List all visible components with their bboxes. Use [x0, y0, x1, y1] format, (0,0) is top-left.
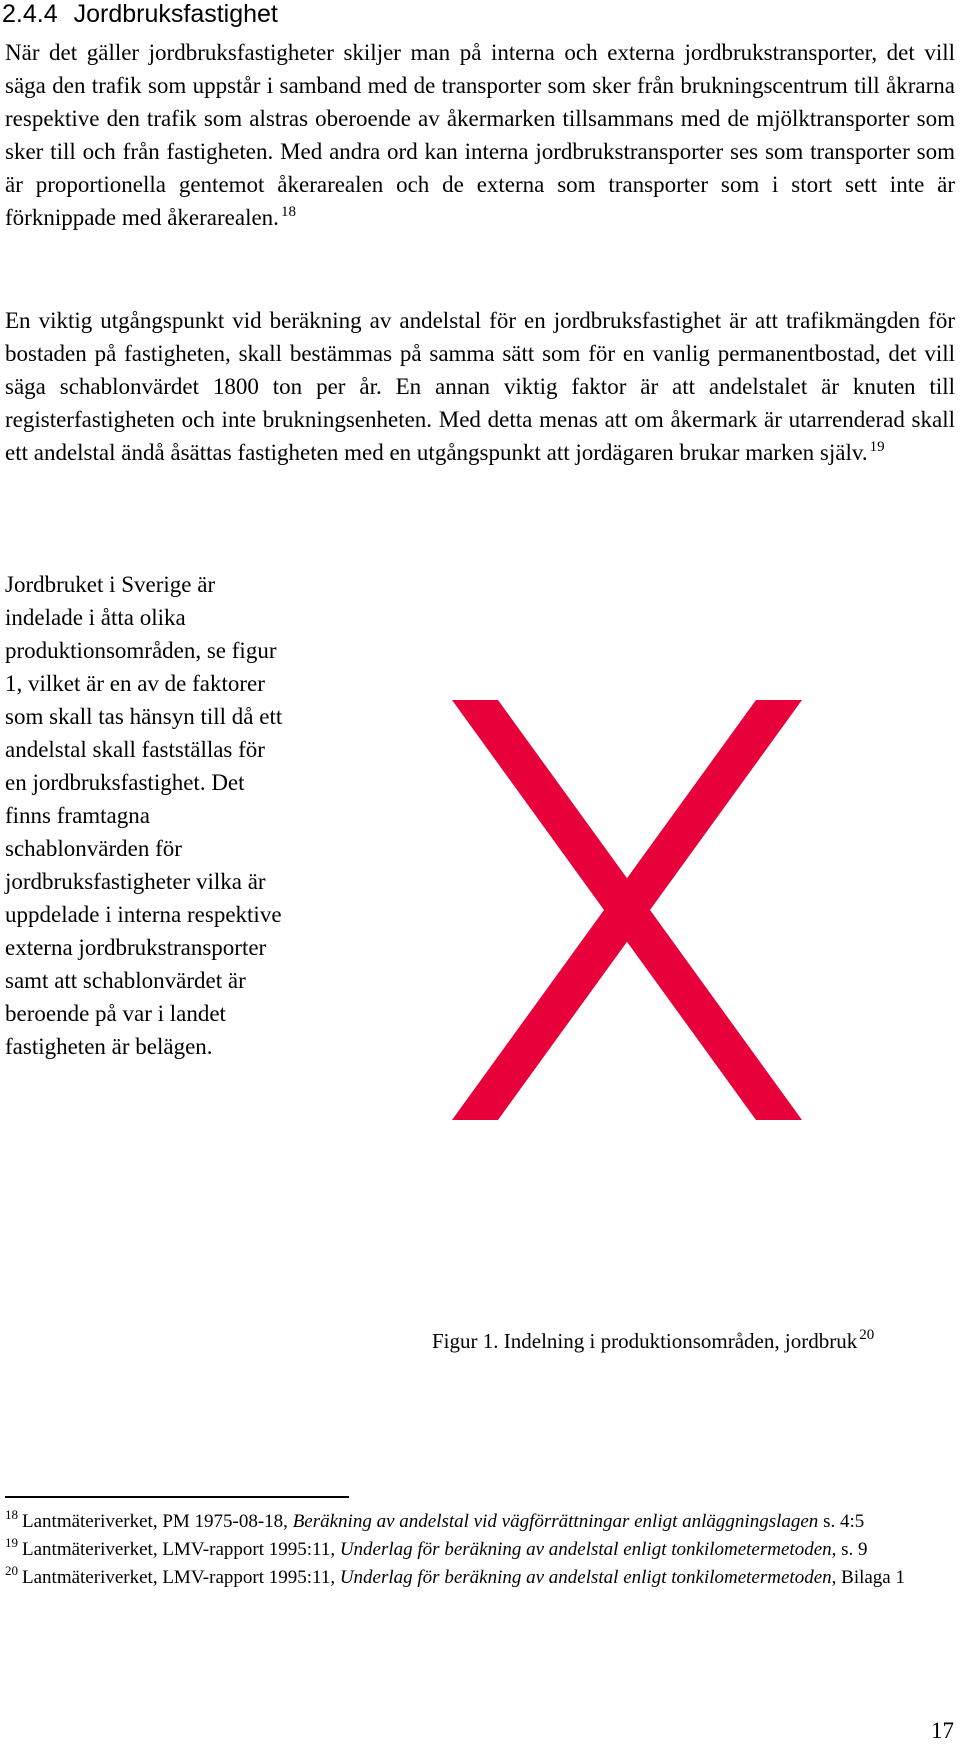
- footnote-ref-19[interactable]: 19: [869, 439, 885, 455]
- paragraph-text: När det gäller jordbruksfastigheter skiljer man på interna och externa jordbrukstransporter, det vill säga den trafik som uppstår i samband med de transporter som sker från brukningscentrum till åkrarna respektive den trafik som alstras oberoende av åkermarken tillsammans med de mjölktransporter som sker till och från fastigheten. Med andra ord kan interna jordbrukstransporter ses som transporter som är proportionella gentemot åkerarealen och de externa som transporter som i stort sett inte är förknippade med åkerarealen.: [5, 40, 955, 230]
- footnote-separator: [5, 1496, 349, 1498]
- footnotes: [5, 1508, 955, 1592]
- footnote-number: 19: [5, 1535, 18, 1550]
- paragraph-production-areas: Jordbruket i Sverige är indelade i åtta olika produktionsområden, se figur 1, vilket är en av de faktorer som skall tas hänsyn till då ett andelstal skall fastställas för en jordbruksfastighet. Det finns framtagna schablonvärden för jordbruksfastigheter vilka är uppdelade i interna respektive externa jordbrukstransporter samt att schablonvärdet är beroende på var i landet fastigheten är belägen.: [5, 572, 283, 1059]
- footnote-page: , Bilaga 1: [831, 1567, 905, 1588]
- section-title: Jordbruksfastighet: [73, 0, 278, 28]
- page-number: 17: [931, 1718, 954, 1743]
- footnote-page: , s. 9: [831, 1539, 868, 1560]
- footnote-title: Beräkning av andelstal vid vägförrättningar enligt anläggningslagen: [292, 1511, 819, 1532]
- footnote-page: s. 4:5: [818, 1511, 865, 1532]
- paragraph-text: En viktig utgångspunkt vid beräkning av andelstal för en jordbruksfastighet är att trafikmängden för bostaden på fastigheten, skall bestämmas på samma sätt som för en vanlig permanentbostad, det vill säga schablonvärdet 1800 ton per år. En annan viktig faktor är att andelstalet är knuten till registerfastigheten och inte brukningsenheten. Med detta menas att om åkermark är utarrenderad skall ett andelstal ändå åsättas fastigheten med en utgångspunkt att jordägaren brukar marken själv.: [5, 308, 955, 465]
- footnote-title: Underlag för beräkning av andelstal enligt tonkilometermetoden: [339, 1567, 832, 1588]
- footnote-source: Lantmäteriverket, LMV-rapport 1995:11,: [22, 1539, 340, 1560]
- footnote-ref-20[interactable]: 20: [859, 1327, 875, 1343]
- footnote-source: Lantmäteriverket, PM 1975-08-18,: [22, 1511, 293, 1532]
- footnote-number: 18: [5, 1507, 18, 1522]
- footnote-number: 20: [5, 1563, 18, 1578]
- footnote-20: [5, 1564, 955, 1592]
- section-number: 2.4.4: [2, 0, 58, 28]
- footnote-source: Lantmäteriverket, LMV-rapport 1995:11,: [22, 1567, 340, 1588]
- figure-caption-text: Figur 1. Indelning i produktionsområden, jordbruk: [432, 1329, 858, 1353]
- footnote-18: [5, 1508, 955, 1536]
- broken-image-x-icon: [452, 700, 802, 1120]
- paragraph-starting-point: [5, 304, 955, 469]
- footnote-ref-18[interactable]: 18: [280, 204, 296, 220]
- paragraph-internal-external-transports: [5, 36, 955, 234]
- footnote-title: Underlag för beräkning av andelstal enligt tonkilometermetoden: [339, 1539, 832, 1560]
- footnote-19: [5, 1536, 955, 1564]
- figure-1-placeholder: [452, 700, 802, 1120]
- figure-caption: [432, 1326, 952, 1356]
- section-heading: [2, 0, 952, 30]
